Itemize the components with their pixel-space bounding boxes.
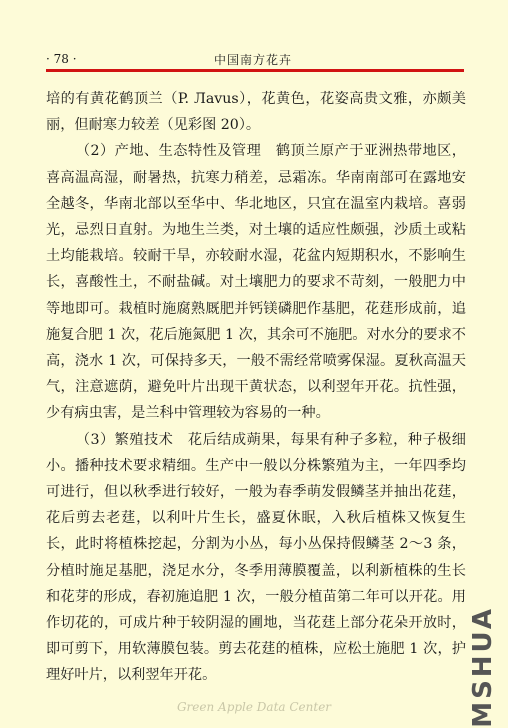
body-text	[46, 86, 466, 689]
paragraph-continued: 培的有黄花鹤顶兰（P. Лavus），花黄色，花姿高贵文雅，亦颇美丽，但耐寒力较差（见彩图 20）。	[46, 91, 466, 134]
running-title: 中国南方花卉	[213, 53, 292, 67]
header-rule	[46, 69, 464, 72]
footer-watermark: Green Apple Data Center	[176, 700, 332, 714]
page-number: · 78 ·	[46, 52, 77, 66]
paragraph-habitat-management: （2）产地、生态特性及管理 鹤顶兰原产于亚洲热带地区，喜高温高湿，耐暑热，抗寒力稍差，忌霜冻。华南南部可在露地安全越冬，华南北部以至华中、华北地区，只宜在温室内栽培。喜弱光，忌烈日直射。为地生兰类，对土壤的适应性颇强，沙质土或粘土均能栽培。较耐干旱，亦较耐水湿，花盆内短期积水，不影响生长，喜酸性土，不耐盐碱。对土壤肥力的要求不苛刻，一般肥力中等地即可。栽植时施腐熟厩肥并钙镁磷肥作基肥，花莛形成前，追施复合肥 1 次，花后施氮肥 1 次，其余可不施肥。对水分的要求不高，浇水 1 次，可保持多天，一般不需经常喷雾保湿。夏秋高温天气，注意遮荫，避免叶片出现干黄状态，以利翌年开花。抗性强，少有病虫害，是兰科中管理较为容易的一种。	[46, 143, 466, 422]
paragraph-propagation: （3）繁殖技术 花后结成蒴果，每果有种子多粒，种子极细小。播种技术要求精细。生产中一般以分株繁殖为主，一年四季均可进行，但以秋季进行较好，一般为春季萌发假鳞茎并抽出花莛，花后剪去老莛，以利叶片生长，盛夏休眠，入秋后植株又恢复生长，此时将植株挖起，分割为小丛，每小丛保持假鳞茎 2～3 条，分植时施足基肥，浇足水分，冬季用薄膜覆盖，以利新植株的生长和花芽的形成，春初施追肥 1 次，一般分植苗第二年可以开花。用作切花的，可成片种于较阴湿的圃地，当花莛上部分花朵开放时，即可剪下，用软薄膜包装。剪去花莛的植株，应松土施肥 1 次，护理好叶片，以利翌年开花。	[46, 431, 466, 684]
page-header	[46, 50, 460, 68]
side-watermark: MSHUA	[468, 606, 498, 728]
